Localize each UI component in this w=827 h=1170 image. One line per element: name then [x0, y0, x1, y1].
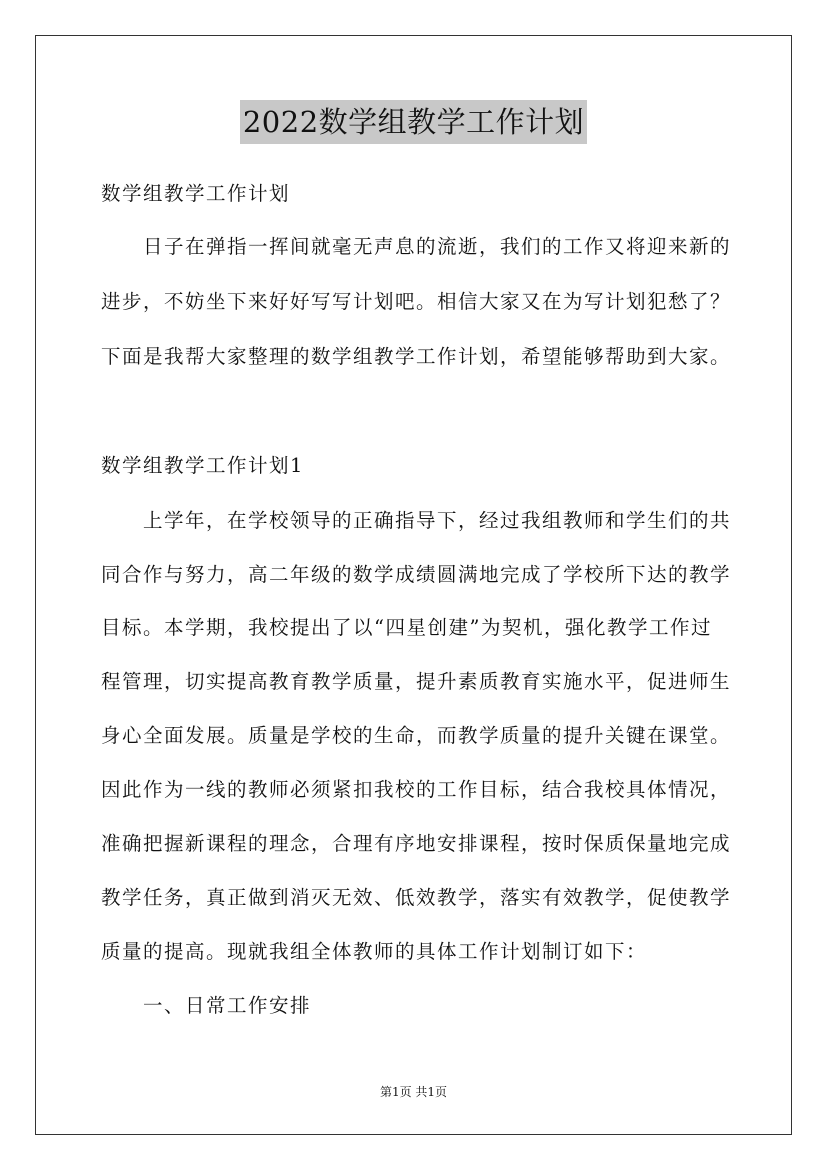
title-container	[0, 100, 827, 144]
section-heading: 数学组教学工作计划1	[101, 454, 304, 477]
body-line: 目标。本学期，我校提出了以“四星创建”为契机，强化教学工作过	[101, 616, 712, 639]
document-title: 2022数学组教学工作计划	[240, 100, 587, 144]
page-footer: 第1页 共1页	[379, 1085, 448, 1099]
subsection-heading: 一、日常工作安排	[143, 994, 312, 1017]
intro-line: 下面是我帮大家整理的数学组教学工作计划，希望能够帮助到大家。	[101, 345, 732, 368]
body-line: 因此作为一线的教师必须紧扣我校的工作目标，结合我校具体情况，	[101, 778, 732, 801]
body-line: 教学任务，真正做到消灭无效、低效教学，落实有效教学，促使教学	[101, 886, 732, 909]
body-line: 程管理，切实提高教育教学质量，提升素质教育实施水平，促进师生	[101, 670, 732, 693]
intro-line: 进步，不妨坐下来好好写写计划吧。相信大家又在为写计划犯愁了？	[101, 290, 732, 313]
body-line: 质量的提高。现就我组全体教师的具体工作计划制订如下：	[101, 940, 648, 963]
body-line: 准确把握新课程的理念，合理有序地安排课程，按时保质保量地完成	[101, 832, 732, 855]
body-line: 同合作与努力，高二年级的数学成绩圆满地完成了学校所下达的教学	[101, 563, 732, 586]
body-line: 上学年，在学校领导的正确指导下，经过我组教师和学生们的共	[143, 509, 732, 532]
intro-line: 日子在弹指一挥间就毫无声息的流逝，我们的工作又将迎来新的	[143, 235, 732, 258]
body-line: 身心全面发展。质量是学校的生命，而教学质量的提升关键在课堂。	[101, 724, 732, 747]
document-subtitle: 数学组教学工作计划	[101, 182, 291, 205]
